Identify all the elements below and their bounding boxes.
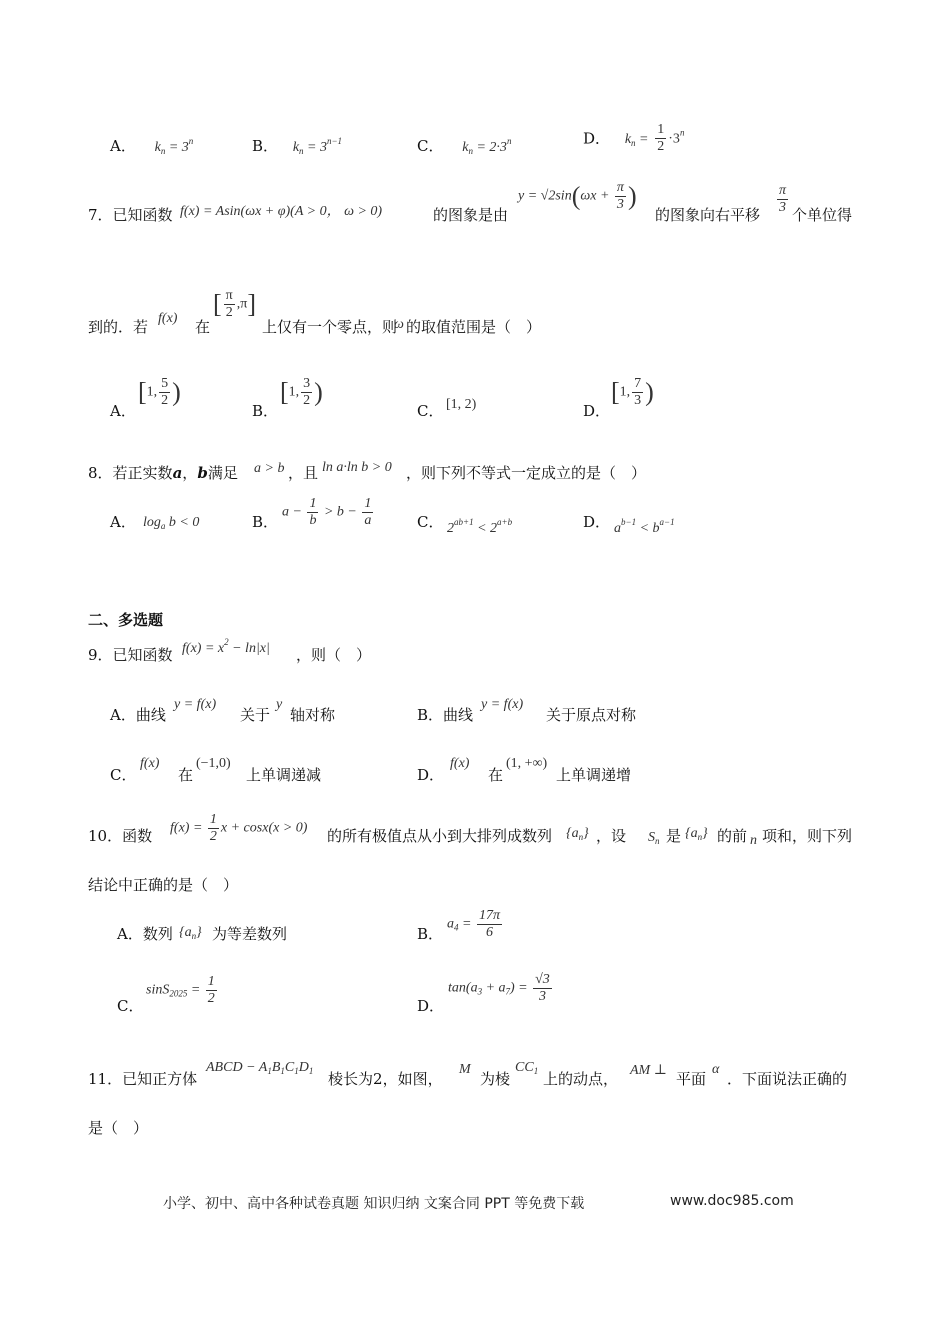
q6-option-a: A． $k_n = 3^n$ <box>110 136 194 156</box>
q11-text: 棱长为2，如图， <box>328 1070 443 1088</box>
q7-option-b: [1, $\frac{3}{2}$ ) <box>280 376 323 408</box>
q9-text: 上单调递减 <box>246 766 322 784</box>
q7-text: 到的．若 <box>88 318 149 336</box>
q6-option-c: C． $k_n = 2\cdot 3^n$ <box>417 136 512 156</box>
q10-text: 的所有极值点从小到大排列成数列 <box>327 827 553 845</box>
q9-option-a-expr: y = f(x) <box>174 697 217 712</box>
q11-cube: ABCD − $A_1B_1C_1D_1$ <box>206 1060 314 1076</box>
section-title: 二、多选题 <box>88 611 164 629</box>
q9-text: ，则（ ） <box>296 646 372 664</box>
q7-text: 的图象向右平移 <box>655 206 761 224</box>
q9-text: 上单调递增 <box>556 766 632 784</box>
q8-option-d: $a^{b-1} < b^{a-1}$ <box>614 517 675 536</box>
q10-option-a-seq: $\{a_n\}$ <box>179 925 202 941</box>
q8-option-c-label: C． <box>417 513 444 531</box>
q11-text: ．下面说法正确的 <box>727 1070 848 1088</box>
q7-shift: $\frac{\pi}{3}$ <box>779 183 787 215</box>
q11-text: 上的动点， <box>543 1070 619 1088</box>
q10-seq2: $\{a_n\}$ <box>685 826 708 842</box>
q7-text: 在 <box>195 318 211 336</box>
q7-fx: f(x) <box>158 311 178 326</box>
q9-option-d-interval: (1, +∞) <box>506 756 548 771</box>
q6-option-b: B． $k_n = 3^{n-1}$ <box>252 136 343 156</box>
q8-option-c: $2^{ab+1} < 2^{a+b}$ <box>447 517 513 536</box>
q9-option-a: A．曲线 <box>110 706 166 724</box>
q9-text: 轴对称 <box>290 706 336 724</box>
q8-option-a-label: A． <box>110 513 136 531</box>
q11-point-m: M <box>459 1062 471 1077</box>
q7-option-d: [1, $\frac{7}{3}$ ) <box>611 376 654 408</box>
q7-interval: [ $\frac{\pi}{2}$ ,π] <box>213 288 256 320</box>
q9-option-d-fx: f(x) <box>450 756 470 771</box>
q10-func: f(x) = $\frac{1}{2}$ x + cosx(x > 0) <box>170 812 308 844</box>
q10-text: ，设 <box>596 827 627 845</box>
q11-edge: $CC_1$ <box>515 1060 539 1076</box>
q10-stem: 10．函数 <box>88 827 153 845</box>
q7-option-a: [1, $\frac{5}{2}$ ) <box>138 376 181 408</box>
q7-text: 个单位得 <box>792 206 853 224</box>
q8-option-b-label: B． <box>252 513 279 531</box>
q10-option-c: sinS$_{2025}$ = $\frac{1}{2}$ <box>146 974 215 1006</box>
q10-option-b-label: B． <box>417 925 444 943</box>
q7-fx-expr: f(x) = Asin(ωx + φ)(A > 0， ω > 0) <box>180 204 383 219</box>
q10-seq: $\{a_n\}$ <box>566 826 589 842</box>
q9-option-c-label: C． <box>110 766 137 784</box>
q7-number: 7．已知函数 <box>88 206 173 224</box>
q10-text: 为等差数列 <box>212 925 288 943</box>
q10-n: n <box>750 833 757 848</box>
option-label: B． <box>252 137 279 155</box>
q6-option-d: D． $k_n$ = $\frac{1}{2}$ $\cdot 3^n$ <box>583 122 685 154</box>
q7-text: 的取值范围是（ ） <box>406 318 542 336</box>
option-label: A． <box>110 137 136 155</box>
q7-text: 上仅有一个零点，则 <box>262 318 398 336</box>
q8-text: ，则下列不等式一定成立的是（ ） <box>406 464 647 482</box>
q8-text: ，且 <box>288 464 319 482</box>
q9-stem: 9．已知函数 <box>88 646 173 664</box>
q9-text: 在 <box>488 766 504 784</box>
q7-option-a-label: A． <box>110 402 136 420</box>
q9-text: 关于 <box>240 706 271 724</box>
q8-cond2: ln a·ln b > 0 <box>322 460 392 475</box>
q9-option-b-expr: y = f(x) <box>481 697 524 712</box>
q7-option-c: [1, 2) <box>446 397 477 412</box>
q10-option-d-label: D． <box>417 997 445 1015</box>
q10-text: 结论中正确的是（ ） <box>88 876 239 894</box>
q9-option-d-label: D． <box>417 766 445 784</box>
q7-option-b-label: B． <box>252 402 279 420</box>
q7-text: 的图象是由 <box>433 206 509 224</box>
q11-alpha: α <box>712 1062 720 1077</box>
q11-stem: 11．已知正方体 <box>88 1070 198 1088</box>
q7-omega: ω <box>394 317 404 332</box>
q11-text: 平面 <box>676 1070 707 1088</box>
q9-option-c-fx: f(x) <box>140 756 160 771</box>
q7-base-func: y = √2sin(ωx + $\frac{\pi}{3}$ ) <box>518 180 637 212</box>
q11-text: 是（ ） <box>88 1119 149 1137</box>
option-label: C． <box>417 137 444 155</box>
q7-option-c-label: C． <box>417 402 444 420</box>
q10-option-c-label: C． <box>117 997 144 1015</box>
q10-text: 的前 <box>717 827 748 845</box>
option-label: D． <box>583 129 611 148</box>
q11-text: 为棱 <box>480 1070 511 1088</box>
q9-option-c-interval: (−1,0) <box>196 756 231 771</box>
q8-option-b: a − $\frac{1}{b}$ > b − $\frac{1}{a}$ <box>282 496 372 528</box>
footer-text: 小学、初中、高中各种试卷真题 知识归纳 文案合同 PPT 等免费下载 <box>163 1196 585 1212</box>
q8-stem: 8．若正实数a，b满足 <box>88 464 238 482</box>
q9-y-axis: y <box>276 697 283 712</box>
q9-text: 关于原点对称 <box>546 706 637 724</box>
q10-option-a: A．数列 <box>117 925 173 943</box>
q10-option-d: $\tan(a_3 + a_7)$ = $\frac{√3}{3}$ <box>448 972 550 1004</box>
q8-cond1: a > b <box>254 461 285 476</box>
q10-option-b: $a_4$ = $\frac{17\pi}{6}$ <box>447 908 500 940</box>
q9-option-b: B．曲线 <box>417 706 474 724</box>
q10-text: 是 <box>666 827 682 845</box>
q8-option-a: $\log_a b < 0$ <box>143 515 200 531</box>
q9-func: $f(x) = x^2 - \ln|x|$ <box>182 637 270 656</box>
q10-sn: $S_n$ <box>648 830 660 846</box>
footer-link[interactable]: www.doc985.com <box>670 1193 794 1209</box>
q8-option-d-label: D． <box>583 513 611 531</box>
q7-option-d-label: D． <box>583 402 611 420</box>
q10-text: 项和，则下列 <box>762 827 853 845</box>
q9-text: 在 <box>178 766 194 784</box>
q11-am: AM ⊥ <box>630 1063 667 1078</box>
